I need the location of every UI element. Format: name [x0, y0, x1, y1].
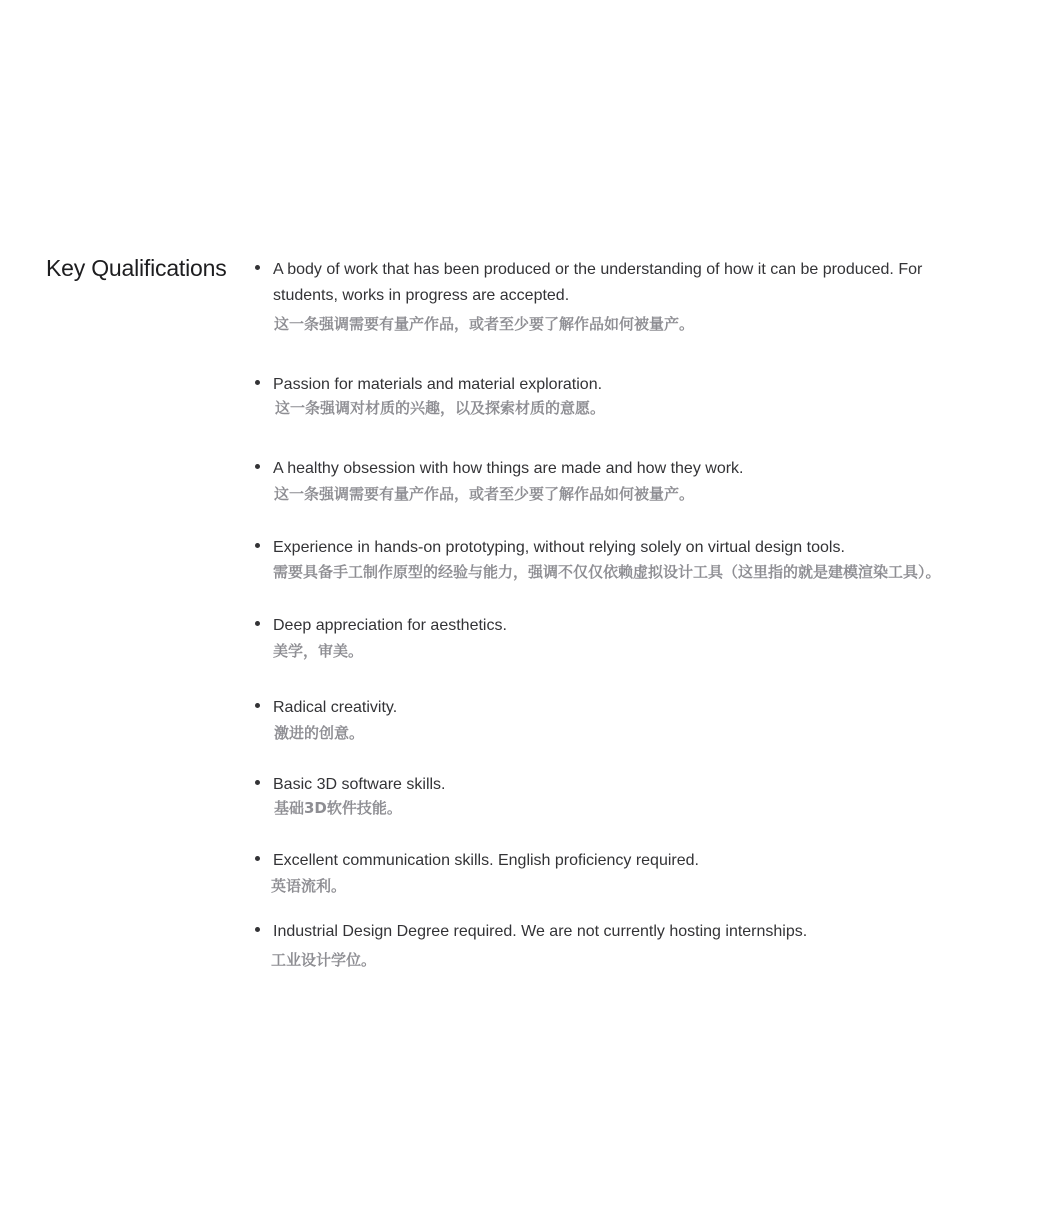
- qualification-text: Experience in hands-on prototyping, without relying solely on virtual design tools.: [273, 539, 845, 556]
- qualification-item: [273, 456, 993, 504]
- qualification-text: A healthy obsession with how things are made and how they work.: [273, 460, 744, 477]
- qualification-translation: 激进的创意。: [274, 724, 365, 742]
- qualification-text: Deep appreciation for aesthetics.: [273, 617, 507, 634]
- bullet-icon: [255, 543, 260, 548]
- qualification-translation: 工业设计学位。: [271, 951, 377, 969]
- bullet-icon: [255, 265, 260, 270]
- qualification-item: [273, 257, 993, 334]
- bullet-icon: [255, 703, 260, 708]
- bullet-icon: [255, 621, 260, 626]
- qualification-translation: 这一条强调需要有量产作品，或者至少要了解作品如何被量产。: [274, 315, 695, 333]
- qualification-translation: 这一条强调需要有量产作品，或者至少要了解作品如何被量产。: [274, 485, 695, 503]
- qualification-text: A body of work that has been produced or the understanding of how it can be produced. For students, works in progress are accepted.: [273, 261, 923, 304]
- qualification-text: Basic 3D software skills.: [273, 776, 446, 793]
- qualification-translation: 英语流利。: [271, 877, 347, 895]
- bullet-icon: [255, 464, 260, 469]
- qualification-item: [273, 848, 993, 896]
- qualification-translation: 美学，审美。: [273, 642, 364, 660]
- qualification-item: [273, 772, 993, 818]
- qualification-text: Excellent communication skills. English proficiency required.: [273, 852, 699, 869]
- qualification-item: [273, 919, 993, 970]
- qualification-text: Passion for materials and material exploration.: [273, 376, 603, 393]
- bullet-icon: [255, 380, 260, 385]
- qualification-item: [273, 535, 993, 582]
- qualification-text: Industrial Design Degree required. We are not currently hosting internships.: [273, 923, 808, 940]
- bullet-icon: [255, 780, 260, 785]
- qualification-item: [273, 613, 993, 661]
- qualification-item: [273, 372, 993, 418]
- qualification-translation: 基础3D软件技能。: [274, 799, 402, 817]
- bullet-icon: [255, 927, 260, 932]
- qualification-translation: 需要具备手工制作原型的经验与能力，强调不仅仅依赖虚拟设计工具（这里指的就是建模渲染工具）。: [273, 563, 941, 581]
- bullet-icon: [255, 856, 260, 861]
- qualification-translation: 这一条强调对材质的兴趣，以及探索材质的意愿。: [275, 399, 606, 417]
- qualification-item: [273, 695, 993, 743]
- qualification-text: Radical creativity.: [273, 699, 398, 716]
- section-heading: Key Qualifications: [46, 255, 227, 281]
